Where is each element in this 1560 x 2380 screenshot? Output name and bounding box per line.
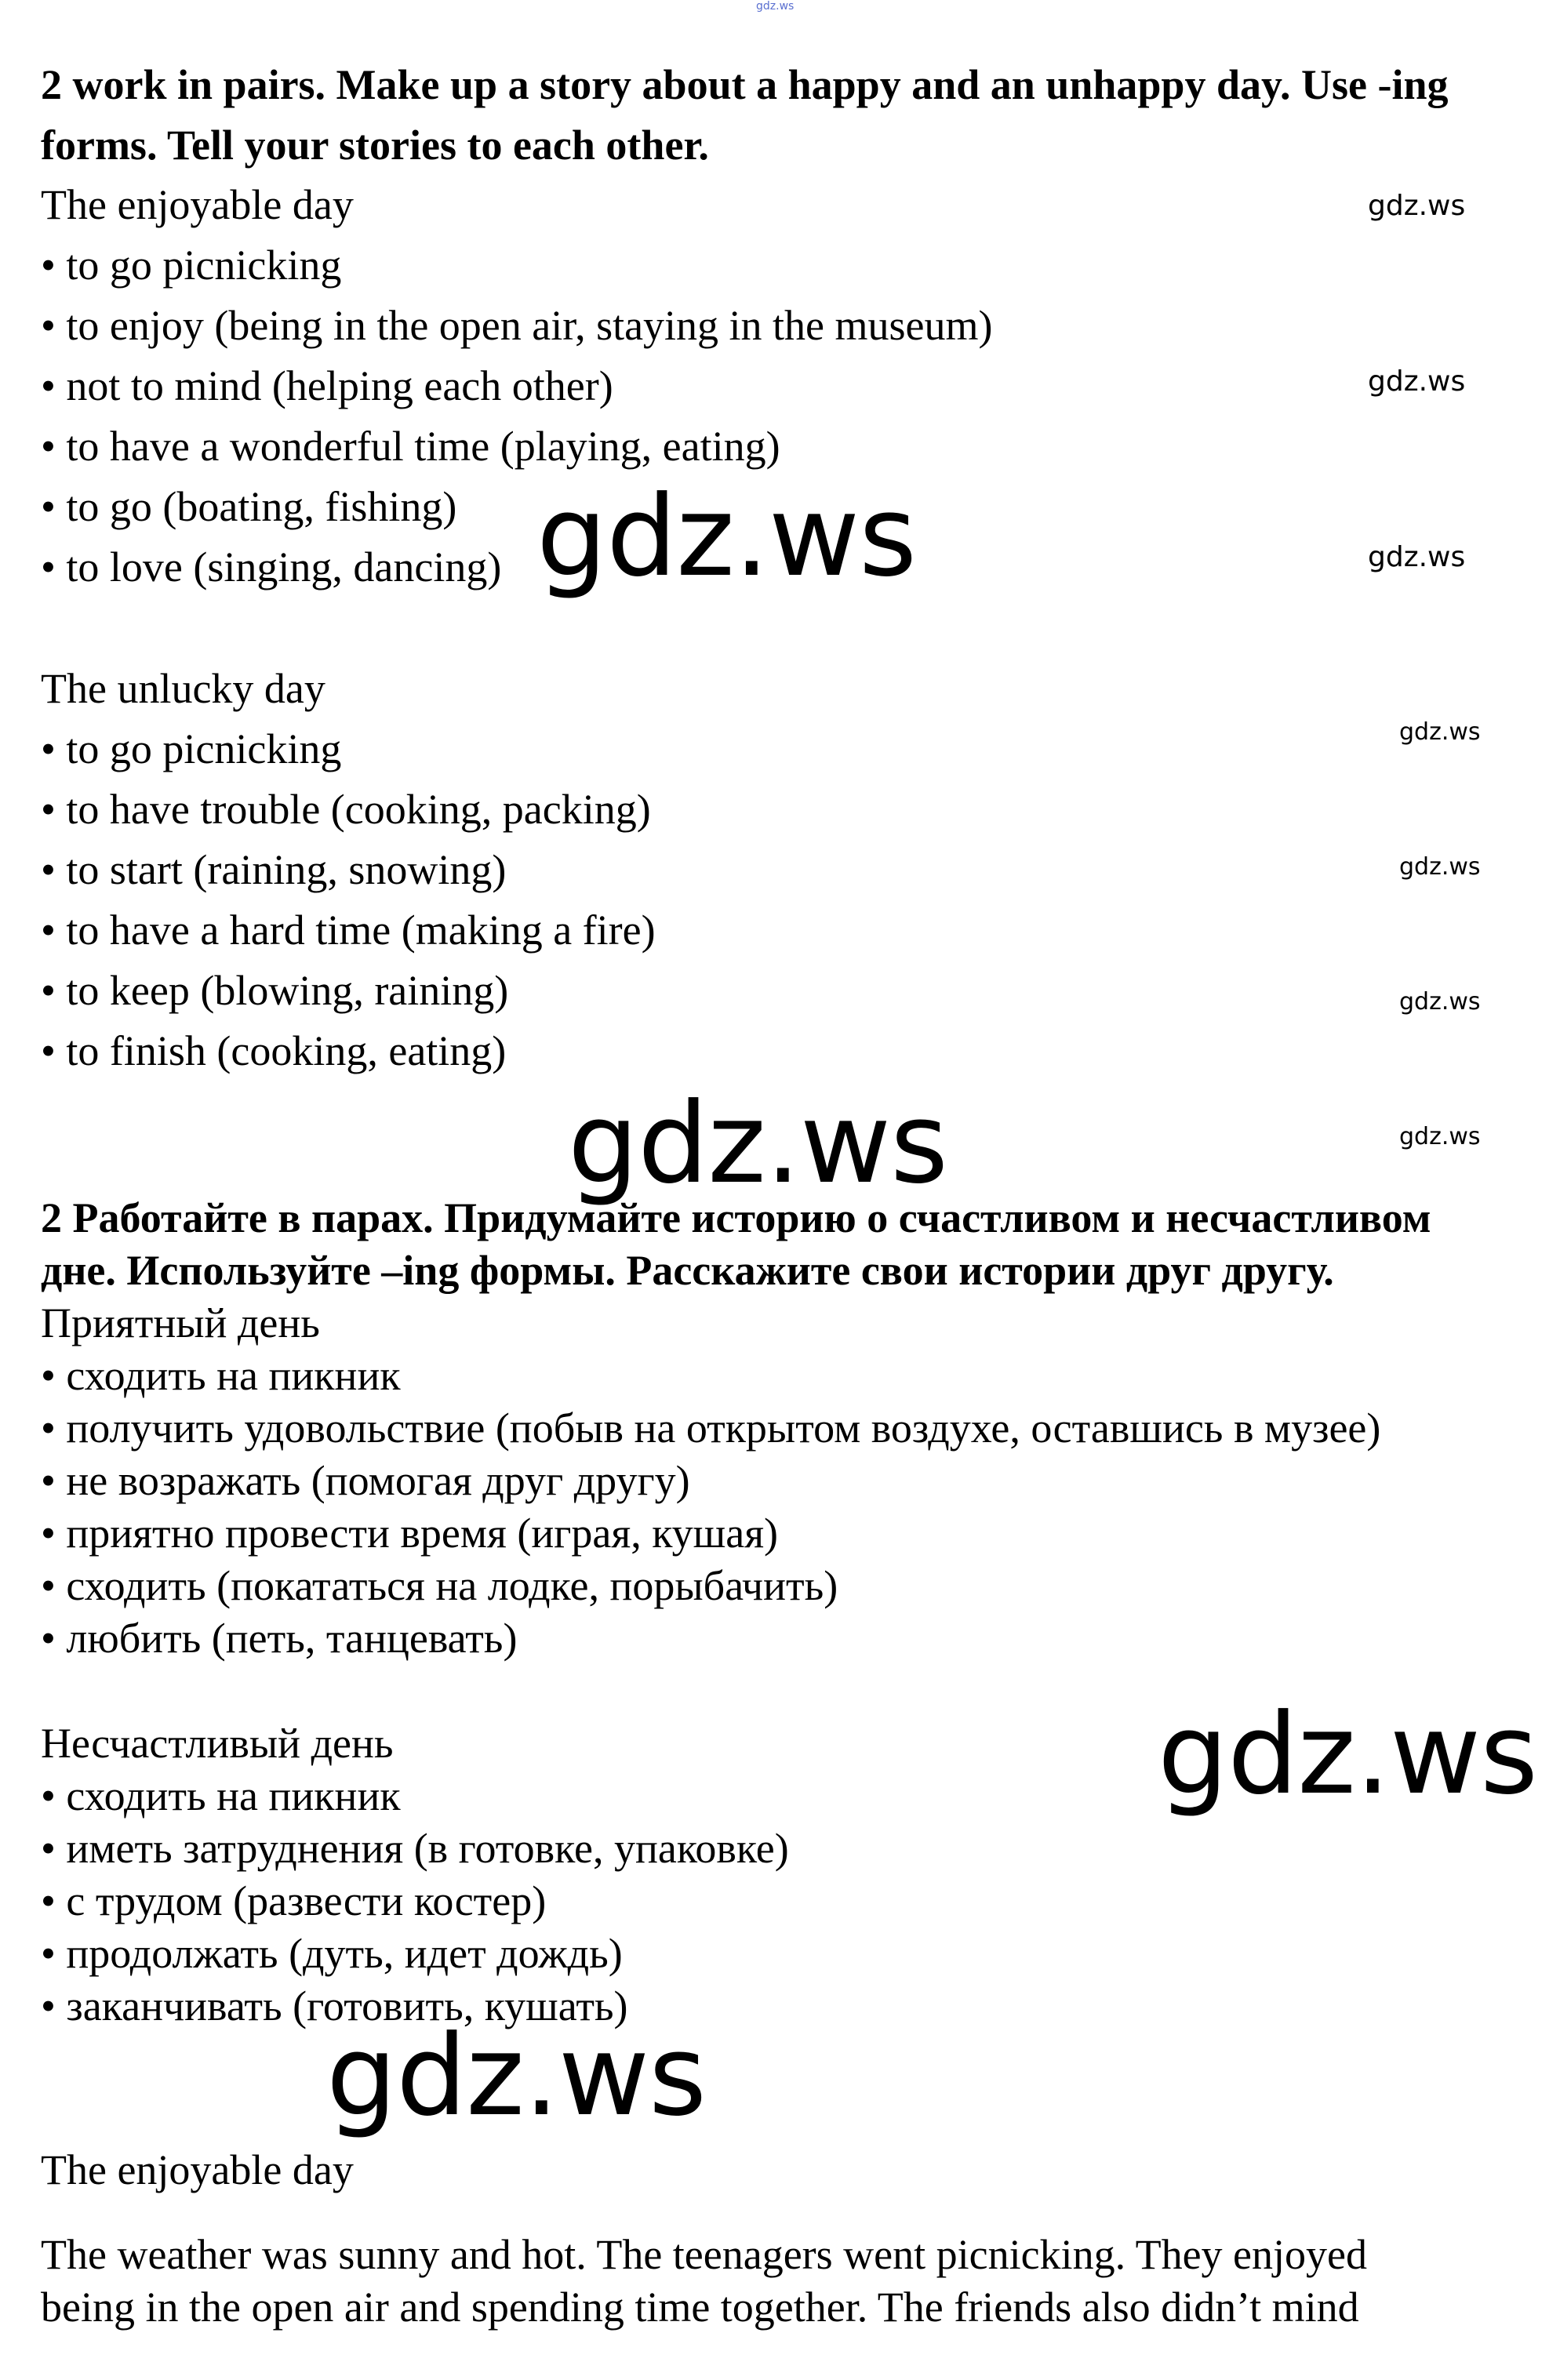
list-item: • to have trouble (cooking, packing)	[41, 786, 651, 833]
list-item: • to go picnicking	[41, 242, 342, 289]
list-item: • to love (singing, dancing)	[41, 543, 502, 590]
list-item: • to have a hard time (making a fire)	[41, 907, 656, 954]
story-title: The enjoyable day	[41, 2146, 354, 2193]
unlucky-title-ru: Несчастливый день	[41, 1720, 394, 1767]
list-item: • сходить на пикник	[41, 1772, 401, 1819]
list-item: • продолжать (дуть, идет дождь)	[41, 1930, 623, 1977]
list-item: • to start (raining, snowing)	[41, 846, 507, 893]
list-item: • не возражать (помогая друг другу)	[41, 1457, 690, 1504]
task-heading-en-1: 2 work in pairs. Make up a story about a happy and an unhappy day. Use -ing	[41, 61, 1449, 108]
list-item: • to finish (cooking, eating)	[41, 1027, 507, 1074]
list-item: • с трудом (развести костер)	[41, 1877, 547, 1924]
task-heading-ru-1: 2 Работайте в парах. Придумайте историю о счастливом и несчастливом	[41, 1194, 1431, 1241]
enjoyable-title-en: The enjoyable day	[41, 181, 354, 228]
story-line: being in the open air and spending time together. The friends also didn’t mind	[41, 2284, 1359, 2331]
enjoyable-title-ru: Приятный день	[41, 1299, 320, 1346]
list-item: • to enjoy (being in the open air, staying in the museum)	[41, 302, 993, 349]
watermark: gdz.ws	[1399, 718, 1481, 746]
task-heading-en-2: forms. Tell your stories to each other.	[41, 122, 709, 169]
watermark: gdz.ws	[568, 1079, 948, 1208]
list-item: • сходить (покататься на лодке, порыбачить)	[41, 1562, 838, 1609]
list-item: • to go picnicking	[41, 725, 342, 772]
watermark: gdz.ws	[1399, 853, 1481, 881]
list-item: • to have a wonderful time (playing, eating)	[41, 423, 780, 470]
watermark: gdz.ws	[1368, 190, 1466, 222]
list-item: • любить (петь, танцевать)	[41, 1615, 518, 1662]
watermark: gdz.ws	[1368, 365, 1466, 398]
story-line: The weather was sunny and hot. The teenagers went picnicking. They enjoyed	[41, 2231, 1367, 2278]
unlucky-title-en: The unlucky day	[41, 665, 325, 712]
watermark: gdz.ws	[1368, 541, 1466, 573]
list-item: • not to mind (helping each other)	[41, 362, 613, 409]
watermark: gdz.ws	[1399, 988, 1481, 1016]
watermark: gdz.ws	[326, 2011, 707, 2141]
list-item: • иметь затруднения (в готовке, упаковке)	[41, 1825, 789, 1872]
list-item: • заканчивать (готовить, кушать)	[41, 1982, 628, 2029]
list-item: • получить удовольствие (побыв на открытом воздухе, оставшись в музее)	[41, 1404, 1381, 1452]
watermark: gdz.ws	[1399, 1123, 1481, 1150]
top-watermark: gdz.ws	[756, 0, 795, 13]
watermark: gdz.ws	[536, 472, 917, 601]
list-item: • приятно провести время (играя, кушая)	[41, 1510, 779, 1557]
watermark: gdz.ws	[1158, 1690, 1538, 1819]
task-heading-ru-2: дне. Используйте –ing формы. Расскажите свои истории друг другу.	[41, 1247, 1334, 1294]
list-item: • to go (boating, fishing)	[41, 483, 457, 530]
list-item: • to keep (blowing, raining)	[41, 967, 509, 1014]
list-item: • сходить на пикник	[41, 1352, 401, 1399]
